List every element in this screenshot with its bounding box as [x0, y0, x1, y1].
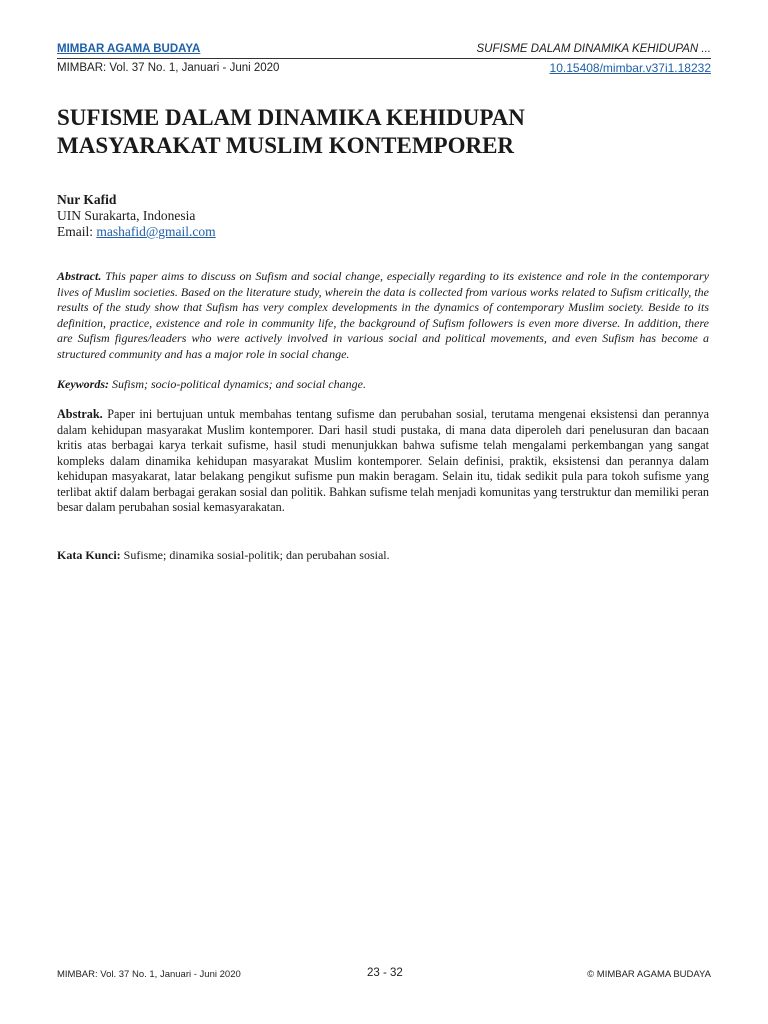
- keywords-indonesian: [57, 548, 709, 564]
- footer-copyright: © MIMBAR AGAMA BUDAYA: [587, 969, 711, 980]
- keywords-english-text: Sufism; socio-political dynamics; and social change.: [109, 377, 366, 391]
- abstract-english-label: Abstract.: [57, 269, 102, 283]
- page-footer: [57, 968, 711, 982]
- author-name: Nur Kafid: [57, 192, 117, 207]
- running-title: SUFISME DALAM DINAMIKA KEHIDUPAN ...: [476, 43, 711, 55]
- title-line-2: MASYARAKAT MUSLIM KONTEMPORER: [57, 133, 515, 158]
- email-link[interactable]: mashafid@gmail.com: [96, 224, 216, 239]
- paper-title: [57, 104, 657, 160]
- doi-link[interactable]: 10.15408/mimbar.v37i1.18232: [549, 61, 711, 75]
- abstract-indonesian-label: Abstrak.: [57, 407, 103, 421]
- running-header: [57, 42, 711, 59]
- footer-volume: MIMBAR: Vol. 37 No. 1, Januari - Juni 2020: [57, 969, 241, 980]
- keywords-english-label: Keywords:: [57, 377, 109, 391]
- abstract-english-text: This paper aims to discuss on Sufism and social change, especially regarding to its existence and role in the contemporary lives of Muslim societies. Based on the literature study, wherein the data is collected from various works related to Sufism critically, the results of the study show that Sufism has very complex developments in the dynamics of contemporary Muslim society. Beside to its definition, practice, existence and role in community life, the background of Sufism followers is even more diverse. In addition, there are Sufism figures/leaders who were actively involved in various social and political movements, and even Sufism has become a structured community and has a major role in social change.: [57, 269, 709, 361]
- abstract-indonesian: [57, 407, 709, 516]
- abstract-english: [57, 269, 709, 362]
- title-line-1: SUFISME DALAM DINAMIKA KEHIDUPAN: [57, 105, 525, 130]
- author-affiliation: UIN Surakarta, Indonesia: [57, 208, 196, 223]
- keywords-indonesian-label: Kata Kunci:: [57, 548, 121, 562]
- author-block: [57, 192, 216, 240]
- abstract-indonesian-text: Paper ini bertujuan untuk membahas tentang sufisme dan perubahan sosial, terutama mengenai eksistensi dan perannya dalam kehidupan masyarakat Muslim kontemporer. Dari hasil studi pustaka, di mana data diperoleh dari penelusuran dan bacaan kritis atas berbagai karya terkait sufisme, hasil studi menunjukkan bahwa sufisme telah mengalami perkembangan yang sangat kompleks dalam dinamika kehidupan masyarakat Muslim kontemporer. Selain definisi, praktik, eksistensi dan perannya dalam kehidupan masyakarat, latar belakang pengikut sufisme pun makin beragam. Selain itu, tidak sedikit pula para tokoh sufisme yang terlibat aktif dalam berbagai gerakan sosial dan politik. Bahkan sufisme telah menjadi komunitas yang terstruktur dan memiliki peran besar dalam perubahan sosial kemasyarakatan.: [57, 407, 709, 514]
- keywords-indonesian-text: Sufisme; dinamika sosial-politik; dan perubahan sosial.: [120, 548, 390, 562]
- volume-info: MIMBAR: Vol. 37 No. 1, Januari - Juni 2020: [57, 62, 280, 74]
- keywords-english: [57, 377, 709, 393]
- email-label: Email:: [57, 224, 97, 239]
- author-email-line: [57, 224, 216, 240]
- journal-name-link[interactable]: MIMBAR AGAMA BUDAYA: [57, 43, 201, 55]
- footer-page-range: 23 - 32: [367, 967, 403, 979]
